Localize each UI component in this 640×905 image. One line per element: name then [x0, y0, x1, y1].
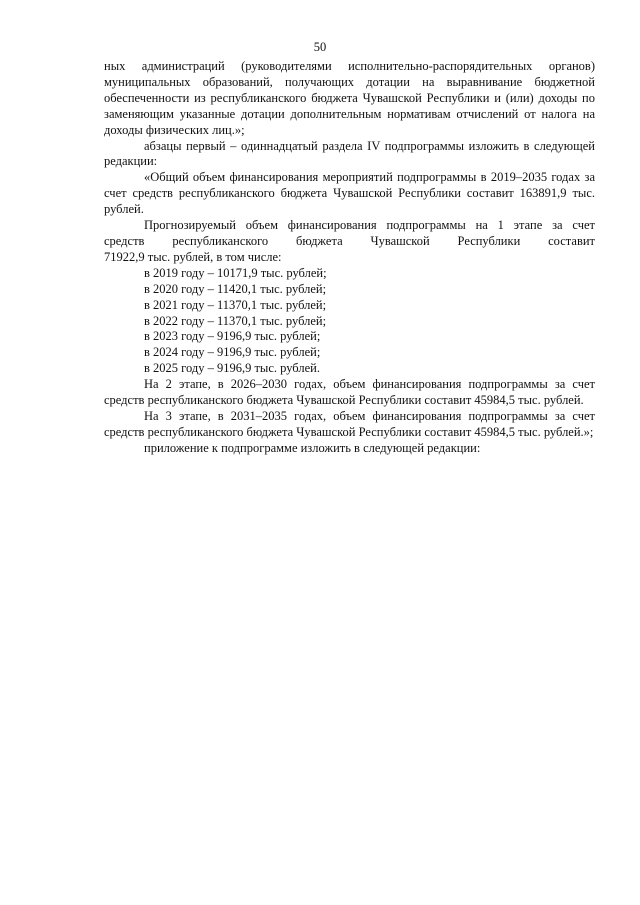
- stage-1-line-2: средств республиканского бюджета Чувашской Республики составит: [104, 233, 595, 248]
- paragraph-stage-2: На 2 этапе, в 2026–2030 годах, объем финансирования подпрограммы за счет средств республиканского бюджета Чувашской Республики составит 45984,5 тыс. рублей.: [104, 377, 595, 408]
- stage-1-line-1: Прогнозируемый объем финансирования подпрограммы на 1 этапе за счет: [144, 218, 595, 233]
- list-item-2021: в 2021 году – 11370,1 тыс. рублей;: [144, 297, 327, 312]
- list-item-2023: в 2023 году – 9196,9 тыс. рублей;: [144, 329, 321, 344]
- list-item-2024: в 2024 году – 9196,9 тыс. рублей;: [144, 345, 321, 360]
- list-item-2025: в 2025 году – 9196,9 тыс. рублей.: [144, 361, 320, 376]
- paragraph-appendix: приложение к подпрограмме изложить в следующей редакции:: [144, 440, 481, 455]
- paragraph-stage-1: [104, 218, 595, 266]
- paragraph-continuation: ных администраций (руководителями исполнительно-распорядительных органов) муниципальных образований, получающих дотации на выравнивание бюджетной обеспеченности из республиканского бюджета Чувашской Республики и (или) доходы по заменяющим указанные дотации дополнительным нормативам отчислений от налога на доходы физических лиц.»;: [104, 59, 595, 137]
- paragraph-total-financing: «Общий объем финансирования мероприятий подпрограммы в 2019–2035 годах за счет средств республиканского бюджета Чувашской Республики составит 163891,9 тыс. рублей.: [104, 170, 595, 217]
- list-item-2022: в 2022 году – 11370,1 тыс. рублей;: [144, 313, 327, 328]
- stage-1-line-3: 71922,9 тыс. рублей, в том числе:: [104, 249, 282, 264]
- page-number: 50: [313, 40, 327, 54]
- list-item-2019: в 2019 году – 10171,9 тыс. рублей;: [144, 265, 327, 280]
- document-body: [104, 59, 595, 457]
- paragraph-section-iv-amendment: абзацы первый – одиннадцатый раздела IV подпрограммы изложить в следующей редакции:: [104, 138, 595, 169]
- paragraph-stage-3: На 3 этапе, в 2031–2035 годах, объем финансирования подпрограммы за счет средств республиканского бюджета Чувашской Республики составит 45984,5 тыс. рублей.»;: [104, 408, 595, 439]
- list-item-2020: в 2020 году – 11420,1 тыс. рублей;: [144, 281, 327, 296]
